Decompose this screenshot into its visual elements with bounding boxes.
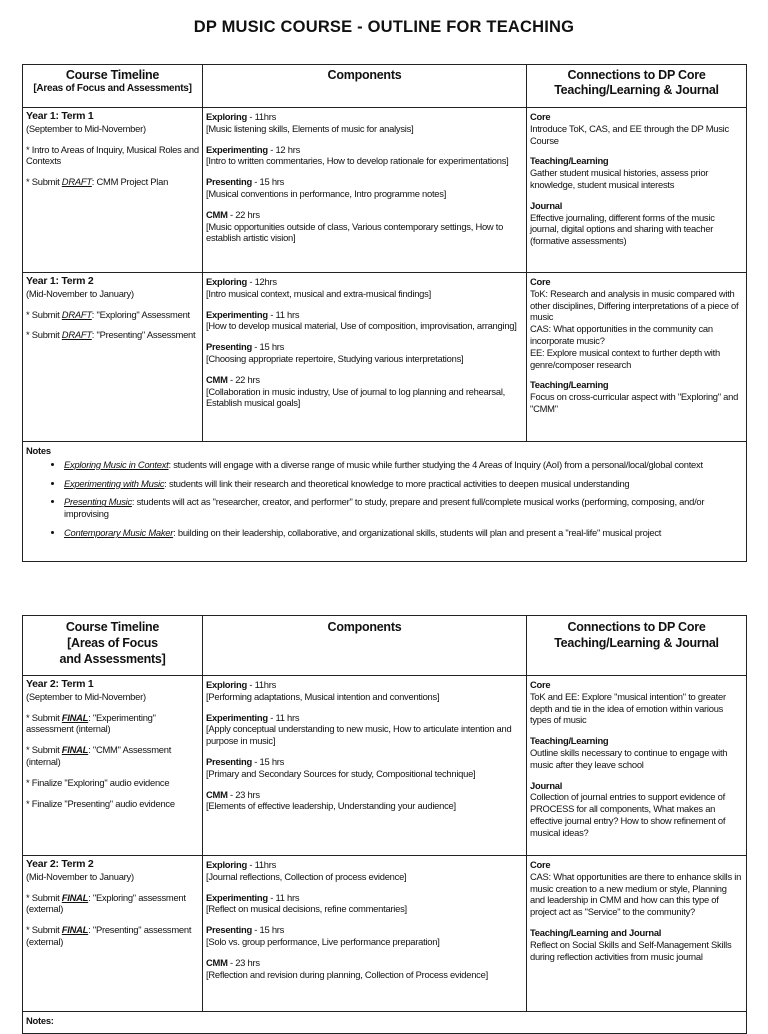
table-row-year2-term1: [23, 676, 747, 856]
component-entry: Exploring - 11hrs: [206, 111, 277, 122]
table-header-row: [23, 65, 747, 108]
timeline-item: * Submit FINAL: "Exploring" assessment (external): [26, 891, 186, 915]
component-entry: Experimenting - 11 hrs: [206, 891, 300, 903]
header-title: Course Timeline: [65, 68, 160, 82]
timeline-item: * Submit DRAFT: "Exploring" Assessment: [26, 308, 190, 320]
section-text: Focus on cross-curricular aspect with "Exploring" and "CMM": [530, 391, 739, 414]
section-text: Outline skills necessary to continue to engage with music after they leave school: [530, 746, 728, 770]
component-detail: [Reflect on musical decisions, refine commentaries]: [206, 903, 407, 915]
section-title: Teaching/Learning: [530, 379, 609, 391]
table-row-year2-term2: [23, 856, 747, 1012]
timeline-item: * Submit FINAL: "CMM" Assessment (internal): [26, 744, 172, 767]
term-dates: (Mid-November to January): [26, 287, 134, 299]
section-title: Teaching/Learning and Journal: [530, 926, 662, 938]
timeline-item: * Submit DRAFT: CMM Project Plan: [26, 176, 169, 188]
section-title: Core: [530, 111, 551, 122]
section-title: Core: [530, 859, 551, 870]
notes-list: [26, 459, 743, 539]
term-title: Year 1: Term 1: [26, 110, 94, 122]
header-connections: [527, 65, 747, 108]
table-row-notes: [23, 1012, 747, 1034]
header-subtitle: [Areas of Focus and Assessments]: [59, 636, 166, 666]
outline-table-year-2: [22, 615, 747, 1034]
table-row-notes: [23, 442, 747, 562]
connections-cell: [527, 856, 747, 1012]
header-subtitle: [Areas of Focus and Assessments]: [33, 83, 192, 94]
components-cell: [203, 856, 527, 1012]
component-entry: Experimenting - 11 hrs: [206, 711, 300, 723]
components-cell: [203, 676, 527, 856]
term-title: Year 2: Term 1: [26, 678, 94, 690]
connections-cell: [527, 273, 747, 442]
notes-title: Notes: [26, 445, 51, 456]
component-entry: CMM - 22 hrs: [206, 373, 260, 385]
header-title: Components: [327, 620, 402, 634]
section-text: Effective journaling, different forms of the music journal, digital options and sharing with teacher (formative assessments): [530, 211, 715, 247]
component-detail: [Collaboration in music industry, Use of journal to log planning and rehearsal, Establish musical goals]: [206, 385, 506, 409]
section-title: Journal: [530, 199, 563, 211]
section-title: Core: [530, 276, 551, 287]
component-detail: [Journal reflections, Collection of process evidence]: [206, 870, 407, 882]
component-detail: [Reflection and revision during planning, Collection of Process evidence]: [206, 968, 488, 980]
component-detail: [Apply conceptual understanding to new music, How to articulate intention and purpose in music]: [206, 723, 512, 747]
term-dates: (September to Mid-November): [26, 122, 146, 134]
notes-cell: [23, 1012, 747, 1034]
timeline-item: * Finalize "Presenting" audio evidence: [26, 797, 175, 809]
component-entry: Experimenting - 11 hrs: [206, 308, 300, 320]
header-subtitle: Teaching/Learning & Journal: [554, 636, 719, 650]
component-entry: Exploring - 11hrs: [206, 859, 277, 870]
term-title: Year 1: Term 2: [26, 275, 94, 287]
connections-cell: [527, 676, 747, 856]
component-entry: Exploring - 11hrs: [206, 679, 277, 690]
component-detail: [Music opportunities outside of class, Various contemporary settings, How to establish artistic vision]: [206, 220, 504, 244]
component-detail: [Intro musical context, musical and extra-musical findings]: [206, 287, 431, 299]
table-row-year1-term2: [23, 273, 747, 442]
list-item: • Experimenting with Music: students will link their research and theoretical knowledge to more practical activities to deepen musical understanding: [64, 478, 743, 490]
header-title: Course Timeline: [65, 620, 160, 634]
list-item: • Contemporary Music Maker: building on their leadership, collaborative, and organizational skills, students will plan and present a "real-life" musical project: [64, 527, 743, 539]
component-detail: [Choosing appropriate repertoire, Studying various interpretations]: [206, 352, 464, 364]
section-text: ToK: Research and analysis in music compared with other disciplines, Differing interpretations of a piece of music CAS: What opportunities in the community can incorporate music? EE: Explore musical context to further depth with genre/composer research: [530, 287, 739, 370]
component-detail: [Elements of effective leadership, Understanding your audience]: [206, 800, 456, 812]
header-connections: [527, 616, 747, 676]
section-text: Introduce ToK, CAS, and EE through the DP Music Course: [530, 122, 729, 146]
timeline-item: * Submit FINAL: "Presenting" assessment (external): [26, 924, 192, 947]
header-course-timeline: [23, 616, 203, 676]
table-row-year1-term1: [23, 108, 747, 273]
section-text: ToK and EE: Explore "musical intention" to greater depth and tie in the idea of emotion within various types of music: [530, 690, 726, 726]
component-entry: Presenting - 15 hrs: [206, 341, 285, 353]
list-item: • Exploring Music in Context: students will engage with a diverse range of music while further studying the 4 Areas of Inquiry (AoI) from a personal/local/global context: [64, 459, 743, 471]
section-text: Reflect on Social Skills and Self-Management Skills during reflection activities from music journal: [530, 938, 732, 962]
component-entry: Experimenting - 12 hrs: [206, 143, 301, 155]
component-entry: CMM - 23 hrs: [206, 956, 260, 968]
header-components: [203, 616, 527, 676]
component-entry: CMM - 22 hrs: [206, 208, 260, 220]
component-entry: Presenting - 15 hrs: [206, 924, 285, 936]
component-entry: Presenting - 15 hrs: [206, 176, 285, 188]
list-item: • Presenting Music: students will act as "researcher, creator, and performer" to study, prepare and present full/complete musical works (performing, composing, and/or improvising: [64, 496, 743, 520]
timeline-item: * Finalize "Exploring" audio evidence: [26, 776, 170, 788]
notes-cell: [23, 442, 747, 562]
component-entry: Exploring - 12hrs: [206, 276, 277, 287]
section-title: Teaching/Learning: [530, 155, 609, 167]
timeline-item: * Submit DRAFT: "Presenting" Assessment: [26, 329, 196, 341]
components-cell: [203, 273, 527, 442]
term-dates: (September to Mid-November): [26, 690, 146, 702]
term-dates: (Mid-November to January): [26, 870, 134, 882]
connections-cell: [527, 108, 747, 273]
component-detail: [Performing adaptations, Musical intention and conventions]: [206, 690, 440, 702]
header-course-timeline: [23, 65, 203, 108]
components-cell: [203, 108, 527, 273]
component-detail: [Musical conventions in performance, Intro programme notes]: [206, 187, 447, 199]
header-title: Components: [327, 68, 402, 82]
component-entry: Presenting - 15 hrs: [206, 755, 285, 767]
component-detail: [Music listening skills, Elements of music for analysis]: [206, 122, 414, 134]
section-title: Teaching/Learning: [530, 735, 609, 747]
section-text: Gather student musical histories, assess prior knowledge, student musical interests: [530, 167, 709, 190]
header-components: [203, 65, 527, 108]
section-text: Collection of journal entries to support evidence of PROCESS for all components, What makes an effective journal entry? How to show refinement of musical ideas?: [530, 791, 726, 838]
timeline-cell: [23, 108, 203, 273]
term-title: Year 2: Term 2: [26, 858, 94, 870]
page-title: DP MUSIC COURSE - OUTLINE FOR TEACHING: [193, 18, 575, 36]
timeline-item: * Submit FINAL: "Experimenting" assessment (internal): [26, 711, 156, 735]
component-detail: [Primary and Secondary Sources for study, Compositional technique]: [206, 767, 476, 779]
header-title: Connections to DP Core: [567, 620, 706, 634]
timeline-cell: [23, 856, 203, 1012]
component-entry: CMM - 23 hrs: [206, 788, 260, 800]
header-title: Connections to DP Core: [567, 68, 706, 82]
timeline-cell: [23, 676, 203, 856]
component-detail: [Intro to written commentaries, How to develop rationale for experimentations]: [206, 155, 509, 167]
table-header-row: [23, 616, 747, 676]
section-text: CAS: What opportunities are there to enhance skills in music creation to a new medium or style, Planning and leadership in CMM and how can this type of project act as "Service" to the community?: [530, 870, 742, 918]
component-detail: [Solo vs. group performance, Live performance preparation]: [206, 935, 440, 947]
outline-table-year-1: [22, 64, 747, 562]
notes-title: Notes:: [26, 1015, 54, 1026]
section-title: Core: [530, 679, 551, 690]
section-title: Journal: [530, 779, 563, 791]
component-detail: [How to develop musical material, Use of composition, improvisation, arranging]: [206, 320, 517, 332]
timeline-cell: [23, 273, 203, 442]
header-subtitle: Teaching/Learning & Journal: [554, 83, 719, 97]
timeline-item: * Intro to Areas of Inquiry, Musical Roles and Contexts: [26, 143, 199, 167]
